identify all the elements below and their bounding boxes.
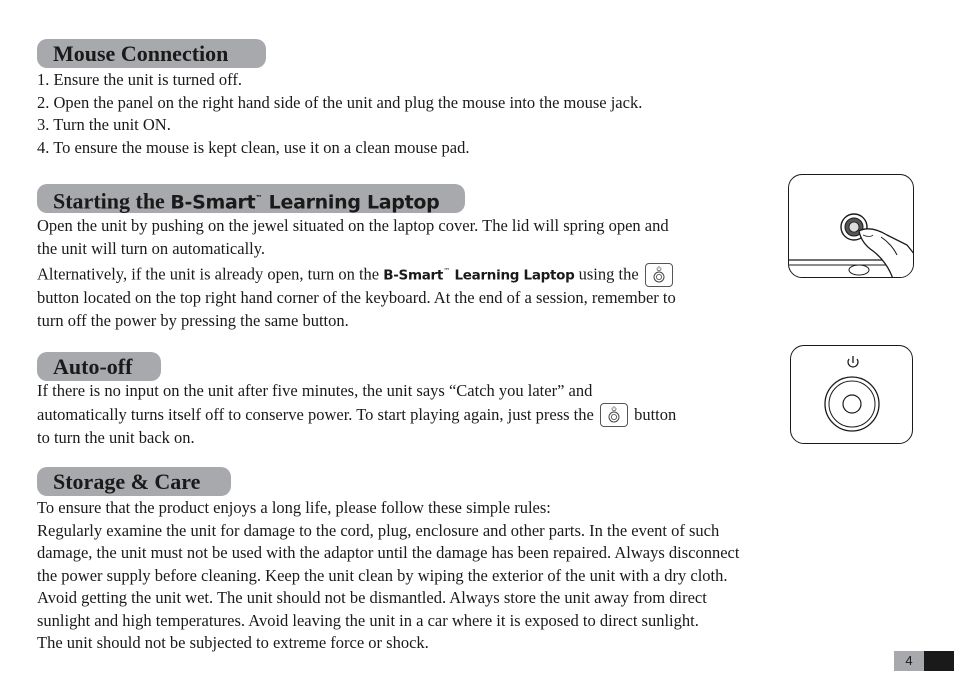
power-button-icon — [645, 263, 673, 287]
list-item: 4. To ensure the mouse is kept clean, use it on a clean mouse pad. — [37, 137, 470, 157]
paragraph-line: button located on the top right hand corner of the keyboard. At the end of a session, remember to — [37, 288, 676, 307]
finger-pressing-jewel-icon — [789, 175, 914, 278]
brand-name-inline: B-Smart — [383, 267, 444, 284]
mouse-connection-steps — [37, 69, 642, 159]
paragraph-line: the unit will turn on automatically. — [37, 238, 266, 258]
trademark-symbol: ™ — [443, 267, 451, 275]
paragraph-line: Avoid getting the unit wet. The unit should not be dismantled. Always store the unit away from direct — [37, 588, 707, 607]
heading-storage-care: Storage & Care — [37, 467, 231, 496]
paragraph-line: If there is no input on the unit after five minutes, the unit says “Catch you later” and — [37, 381, 593, 400]
paragraph-line: The unit should not be subjected to extreme force or shock. — [37, 633, 429, 652]
paragraph-line — [37, 403, 676, 427]
text-run: Alternatively, if the unit is already open, turn on the — [37, 264, 384, 284]
page-number: 4 — [894, 651, 924, 671]
storage-care-paragraph — [37, 497, 739, 655]
list-item: 1. Ensure the unit is turned off. — [37, 70, 242, 89]
text-run: automatically turns itself off to conserve power. To start playing again, just press the — [37, 404, 594, 424]
paragraph-line — [37, 260, 676, 287]
heading-starting — [37, 184, 465, 213]
paragraph-line: to turn the unit back on. — [37, 427, 195, 447]
paragraph-line: Open the unit by pushing on the jewel situated on the laptop cover. The lid will spring open and — [37, 216, 669, 235]
heading-prefix: Starting the — [53, 188, 171, 214]
heading-mouse-connection: Mouse Connection — [37, 39, 266, 68]
list-item: 3. Turn the unit ON. — [37, 115, 171, 134]
text-run: using the — [574, 264, 639, 284]
paragraph-line: sunlight and high temperatures. Avoid leaving the unit in a car where it is exposed to direct sunlight. — [37, 610, 699, 630]
power-icon — [791, 346, 913, 444]
list-item: 2. Open the panel on the right hand side of the unit and plug the mouse into the mouse jack. — [37, 92, 643, 112]
paragraph-line: damage, the unit must not be used with the adaptor until the damage has been repaired. Always disconnect — [37, 543, 740, 562]
starting-paragraph — [37, 215, 676, 332]
text-run: button — [634, 404, 677, 424]
brand-name: B-Smart — [170, 191, 256, 214]
paragraph-line: Regularly examine the unit for damage to the cord, plug, enclosure and other parts. In the event of such — [37, 520, 720, 540]
paragraph-line: turn off the power by pressing the same button. — [37, 310, 349, 330]
page-number-tab — [894, 651, 954, 671]
heading-auto-off: Auto-off — [37, 352, 161, 381]
paragraph-line: the power supply before cleaning. Keep the unit clean by wiping the exterior of the unit with a dry cloth. — [37, 565, 728, 585]
trademark-symbol: ™ — [255, 194, 263, 202]
power-button-illustration — [790, 345, 913, 444]
power-button-icon — [600, 403, 628, 427]
brand-suffix-inline: Learning Laptop — [450, 267, 575, 284]
heading-suffix: Learning Laptop — [262, 191, 440, 214]
auto-off-paragraph — [37, 380, 676, 449]
laptop-jewel-illustration — [788, 174, 914, 278]
paragraph-line: To ensure that the product enjoys a long life, please follow these simple rules: — [37, 498, 551, 517]
